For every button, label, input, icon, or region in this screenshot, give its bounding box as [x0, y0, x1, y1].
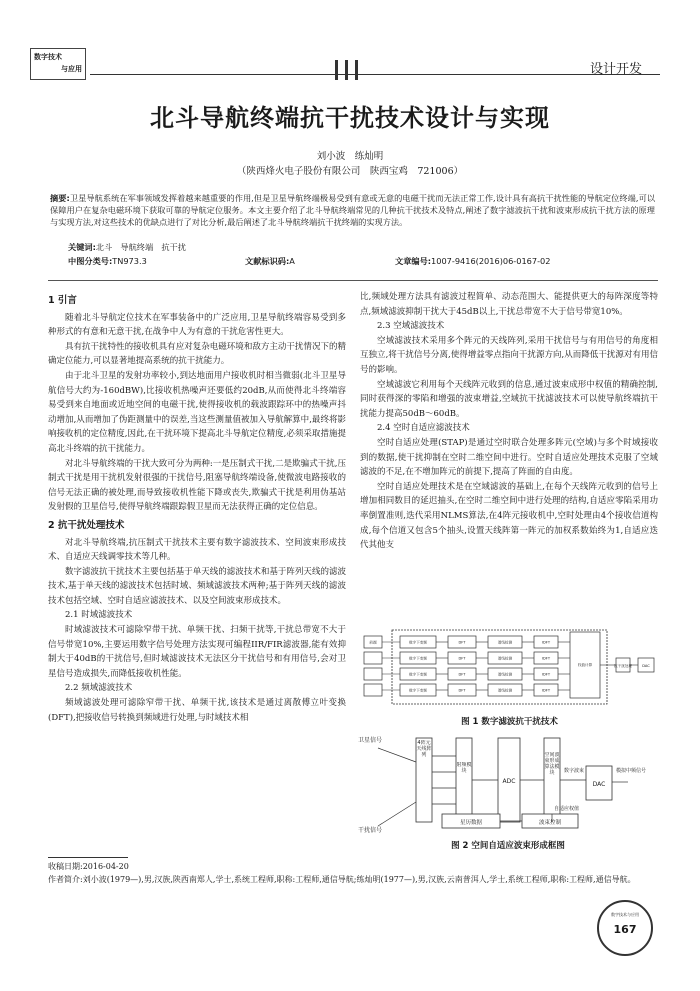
- abstract-label: 摘要:: [50, 193, 70, 203]
- article-affiliation: （陕西烽火电子股份有限公司 陕西宝鸡 721006）: [236, 166, 464, 177]
- figure1-diagram: [362, 628, 657, 708]
- clc-value: TN973.3: [112, 256, 147, 266]
- paragraph: 由于北斗卫星的发射功率较小,到达地面用户接收机时相当微弱(北斗卫星导航信号大约为-160dBW),比接收机热噪声还要低约20dB,从而使得北斗终端容易受到来自地面或近地空间的电磁干扰,使得接收机的载波跟踪环中的热噪声抖动增加,从而增加了伪距测量中的误差,当这些测量值被加入导航解算中,最终将影响接收机的定位精度,因此,在干扰环境下提高北斗导航定位精度,必须采取措施提高北斗终端的抗干扰能力。: [48, 370, 346, 454]
- clc-number: [68, 256, 147, 267]
- figure2-caption: 图 2 空间自适应波束形成框图: [451, 841, 565, 851]
- paragraph: 空时自适应处理(STAP)是通过空时联合处理多阵元(空域)与多个时域接收到的数据,使干扰抑制在空时二维空间中进行。空时自适应处理技术克服了空域滤波的不足,在不增加阵元的前提下,提高了阵面的自由度。: [360, 437, 658, 478]
- page-number: 167: [613, 923, 637, 936]
- badge-journal-name: 数字技术与应用: [611, 912, 639, 917]
- paragraph: 比,频域处理方法具有滤波过程简单、动态范围大、能提供更大的每阵深度等特点,频域滤波抑制干扰大于45dB以上,干扰总带宽不大于信号带宽10%。: [360, 292, 658, 317]
- fig1-block-label: IDFT: [541, 672, 551, 677]
- fig1-block-label: 谱线检测: [497, 640, 513, 645]
- paragraph: 空域滤波它利用每个天线阵元收到的信息,通过波束成形中权值的精确控制,同时获得深的零陷和增强的波束增益,空域抗干扰滤波技术可以使导航终端抗干扰能力提高50dB～60dB。: [360, 379, 658, 419]
- fig2-array-label: 4阵元天线阵列: [416, 740, 432, 758]
- article-number-label: 文章编号:: [395, 256, 432, 266]
- paragraph: 空域滤波技术采用多个阵元的天线阵列,采用干扰信号与有用信号的角度相互独立,将干扰信号分离,使得增益零点指向干扰源方向,从而降低干扰源对有用信号的影响。: [360, 335, 658, 375]
- fig1-block-label: 谱线检测: [497, 688, 513, 693]
- fig1-block-label: 数字下变频: [409, 656, 427, 661]
- fig1-block-label: 谱线检测: [497, 672, 513, 677]
- article-title: 北斗导航终端抗干扰技术设计与实现: [150, 104, 550, 132]
- paragraph: 数字滤波抗干扰技术主要包括基于单天线的滤波技术和基于阵列天线的滤波技术,基于单天线的滤波技术包括时域、频域滤波技术两种;基于阵列天线的滤波技术包括空域、空时自适应滤波技术、以及空间波束形成技术。: [48, 566, 346, 606]
- keywords: [68, 242, 186, 253]
- fig1-block-label: IDFT: [541, 656, 551, 661]
- fig1-block-label: DFT: [458, 640, 466, 645]
- journal-logo: [30, 48, 86, 80]
- journal-name-line2: 与应用: [61, 65, 82, 73]
- fig1-block-label: 数字下变频: [409, 688, 427, 693]
- article-number-value: 1007-9416(2016)06-0167-02: [431, 256, 551, 266]
- fig2-adaptive-label: 自适应权值: [554, 806, 580, 812]
- article-authors: 刘小波 练灿明: [316, 151, 384, 162]
- right-column: [360, 290, 658, 553]
- fig1-block-label: 谱线检测: [497, 656, 513, 661]
- fig2-adc-label: ADC: [502, 778, 516, 785]
- fig1-block-label: DFT: [458, 688, 466, 693]
- doc-code-value: A: [289, 256, 295, 266]
- subheading-spatial: 2.3 空域滤波技术: [377, 321, 445, 332]
- fig1-block-label: IDFT: [541, 640, 551, 645]
- journal-name-line1: 数字技术: [34, 53, 62, 61]
- keywords-label: 关键词:: [68, 242, 96, 252]
- paragraph: 具有抗干扰特性的接收机具有应对复杂电磁环境和敌方主动干扰情况下的精确定位能力,可以显著地提高系统的抗干扰能力。: [48, 341, 346, 367]
- fig2-jam-signal-label: 干扰信号: [358, 827, 383, 834]
- clc-label: 中图分类号:: [68, 256, 113, 266]
- footnote-rule: [48, 857, 128, 858]
- header-bars-decoration: [335, 60, 363, 80]
- fig1-block-label: 权值计算: [577, 663, 593, 667]
- fig1-block-label: DFT: [458, 656, 466, 661]
- fig2-sat-signal-label: 卫星信号: [358, 737, 383, 744]
- figure2-diagram: [358, 732, 658, 836]
- page-number-badge: [597, 900, 653, 956]
- fig2-dac-label: DAC: [592, 781, 606, 788]
- paragraph: 频域滤波处理可滤除窄带干扰、单频干扰,该技术是通过离散傅立叶变换(DFT),把接收信号转换到频域进行处理,与时域技术相: [48, 698, 346, 723]
- paragraph: 随着北斗导航定位技术在军事装备中的广泛应用,卫星导航终端容易受到多种形式的有意和无意干扰,在战争中人为有意的干扰危害性更大。: [48, 312, 346, 338]
- subheading-frequency-domain: 2.2 频域滤波技术: [65, 683, 133, 694]
- fig2-output-label: 模拟中频信号: [616, 768, 647, 774]
- keywords-text: 北斗 导航终端 抗干扰: [95, 242, 186, 252]
- author-bio: 作者简介:刘小波(1979—),男,汉族,陕西南郑人,学士,系统工程师,职称:工程师,通信导航;练灿明(1977—),男,汉族,云南普洱人,学士,系统工程师,职称:工程师,通信导航。: [48, 875, 636, 884]
- abstract-text: 卫星导航系统在军事领域发挥着越来越重要的作用,但是卫星导航终端极易受到有意或无意的电磁干扰而无法正常工作,设计具有高抗干扰性能的导航定位终端,可以保障用户在复杂电磁环境下获取可靠的导航定位服务。本文主要介绍了北斗导航终端常见的几种抗干扰技术及特点,阐述了数字滤波抗干扰和波束形成抗干扰方法的原理与实现方法,对这些技术的优缺点进行了对比分析,最后阐述了北斗导航终端抗干扰终端的实现方法。: [50, 193, 656, 227]
- paragraph: 空时自适应处理技术是在空域滤波的基础上,在每个天线阵元收到的信号上增加相同数目的延迟抽头,在空时二维空间中进行处理的结构,自适应零陷采用功率倒置准则,迭代采用NLMS算法,在4阵元接收机中,空时处理由4个接收信道构成,每个信道又包含5个抽头,设置天线阵第一阵元的加权系数始终为1,自适应迭代其他支: [360, 481, 658, 551]
- paragraph: 对北斗导航终端,抗压制式干扰技术主要有数字滤波技术、空间波束形成技术、自适应天线调零技术等几种。: [48, 537, 346, 563]
- received-date: 收稿日期:2016-04-20: [48, 862, 129, 871]
- doc-code: [245, 256, 295, 267]
- fig2-digital-beam-label: 数字波束: [564, 768, 585, 774]
- footnote: [48, 860, 658, 886]
- heading-introduction: 1 引言: [48, 295, 77, 306]
- fig1-block-label: 前端: [369, 640, 377, 645]
- abstract-divider: [48, 280, 658, 281]
- fig2-rf-label: 射频模块: [456, 762, 472, 774]
- paragraph: 对北斗导航终端的干扰大致可分为两种:一是压制式干扰,二是欺骗式干扰,压制式干扰是用干扰机发射很强的干扰信号,阻塞导航终端设备,使微波电路接收的信号无法正确的被处理,而导致接收机性能下降或丧失,欺骗式干扰是利用伪基站发射假的卫星信号,使得导航终端跟踪假卫星而无法获得正确的定位信息。: [48, 458, 346, 513]
- fig1-block-label: DFT: [458, 672, 466, 677]
- fig2-beam-label: 空间波束形成算法模块: [544, 752, 560, 776]
- abstract: [50, 192, 655, 228]
- article-number: [395, 256, 550, 267]
- fig2-ephemeris-label: 星历数据: [459, 820, 483, 826]
- paragraph: 时域滤波技术可滤除窄带干扰、单频干扰、扫频干扰等,干扰总带宽不大于信号带宽10%,主要运用数字信号处理方法实现可编程IIR/FIR滤波器,能有效抑制大于40dB的干扰信号,但时域滤波技术无法区分干扰信号和有用信号,会对卫星信号造成损失,而降低接收机性能。: [48, 625, 346, 679]
- fig1-block-label: 抗干扰处理: [614, 664, 632, 668]
- subheading-stap: 2.4 空时自适应滤波技术: [377, 423, 470, 434]
- fig1-block-label: 数字下变频: [409, 640, 427, 645]
- fig1-block-label: IDFT: [541, 688, 551, 693]
- fig1-block-label: DAC: [642, 664, 650, 668]
- section-tag: 设计开发: [590, 62, 643, 77]
- fig2-beam-control-label: 波束控制: [538, 820, 562, 826]
- figure1-caption: 图 1 数字滤波抗干扰技术: [461, 717, 558, 727]
- header-rule: [90, 74, 660, 75]
- left-column: [48, 290, 346, 725]
- heading-anti-jamming: 2 抗干扰处理技术: [48, 519, 125, 531]
- fig1-block-label: 数字下变频: [409, 672, 427, 677]
- subheading-time-domain: 2.1 时域滤波技术: [65, 610, 133, 621]
- doc-code-label: 文献标识码:: [245, 256, 290, 266]
